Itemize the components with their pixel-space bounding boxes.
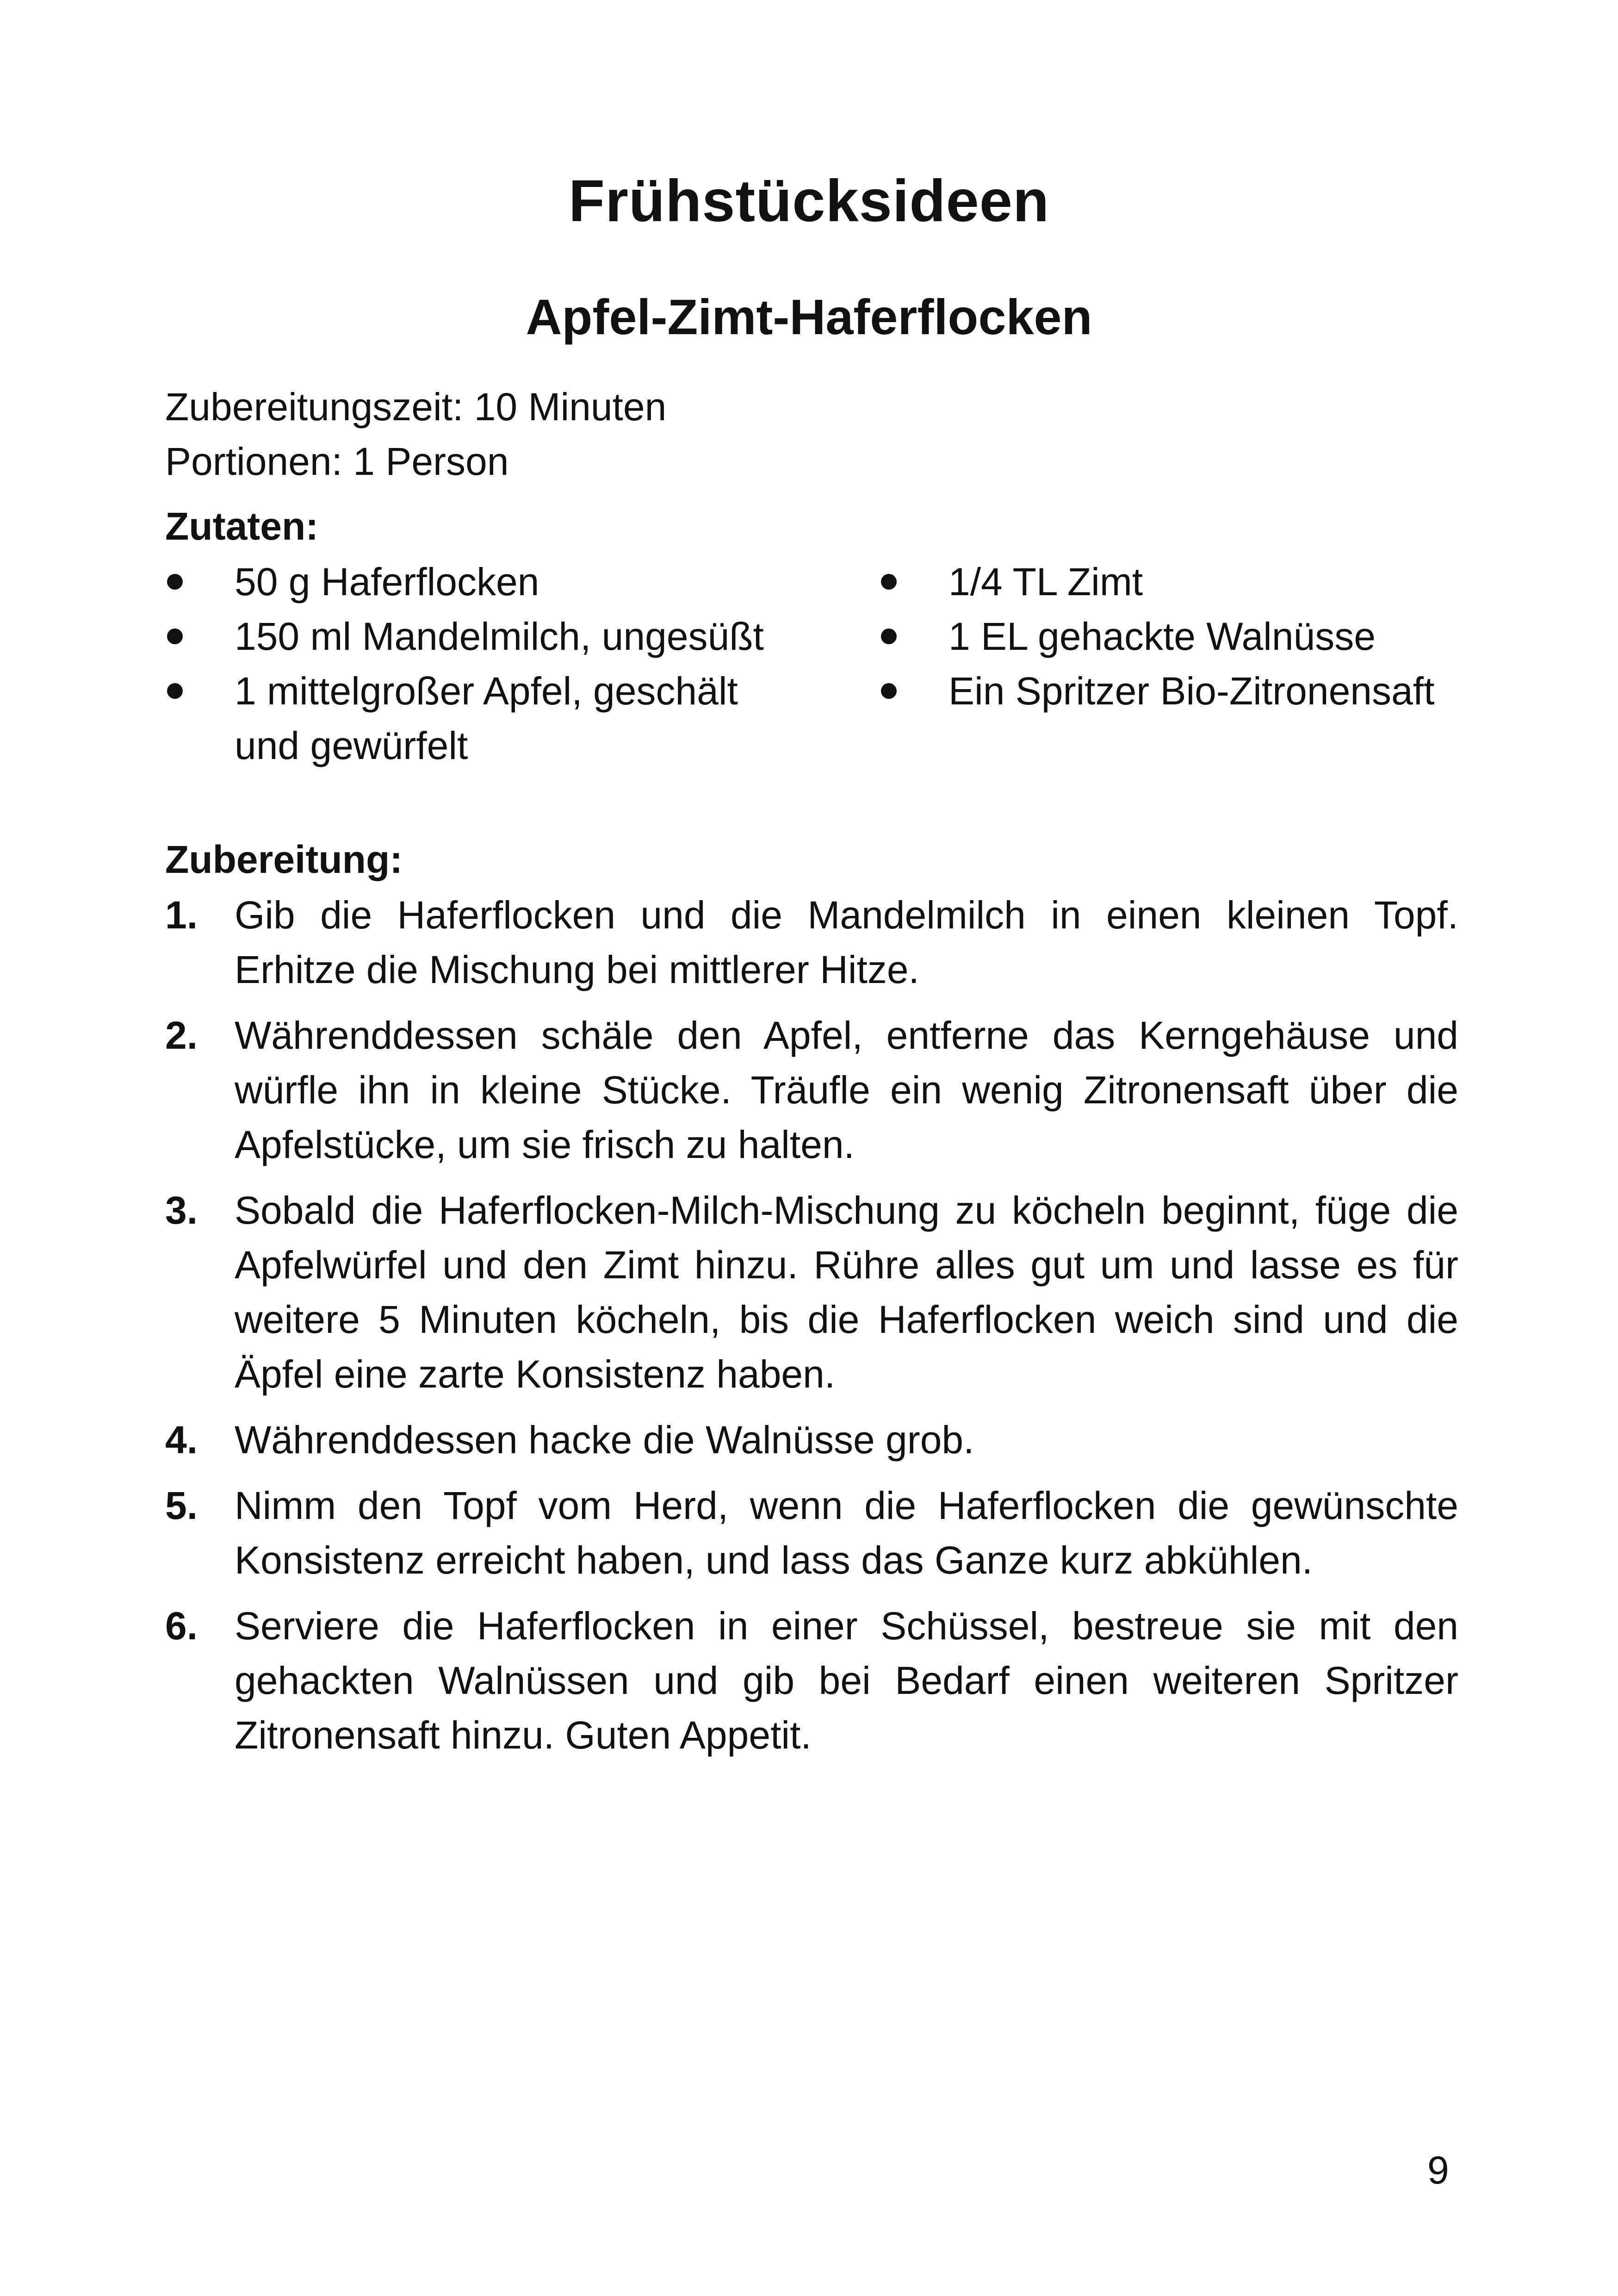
step-text: Nimm den Topf vom Herd, wenn die Haferflocken die gewünschte Konsistenz erreicht haben, und lass das Ganze kurz abkühlen. xyxy=(235,1484,1458,1582)
bullet-icon xyxy=(881,683,897,699)
servings: Portionen: 1 Person xyxy=(165,440,509,483)
page-number: 9 xyxy=(1427,2148,1449,2192)
step-item xyxy=(165,1183,1458,1401)
step-number: 3. xyxy=(165,1188,198,1232)
step-number: 4. xyxy=(165,1418,198,1462)
step-number: 2. xyxy=(165,1014,198,1057)
step-text: Serviere die Haferflocken in einer Schüssel, bestreue sie mit den gehackten Walnüssen und gib bei Bedarf einen weiteren Spritzer Zitronensaft hinzu. Guten Appetit. xyxy=(235,1604,1458,1757)
ingredient-text: 1 EL gehackte Walnüsse xyxy=(948,615,1376,658)
ingredient-text: 1/4 TL Zimt xyxy=(948,560,1143,604)
ingredients-heading: Zutaten: xyxy=(165,504,319,548)
step-number: 6. xyxy=(165,1604,198,1648)
recipe-title: Apfel-Zimt-Haferflocken xyxy=(526,289,1092,345)
step-text: Gib die Haferflocken und die Mandelmilch in einen kleinen Topf. Erhitze die Mischung bei mittlerer Hitze. xyxy=(235,893,1458,991)
bullet-icon xyxy=(167,683,183,699)
bullet-icon xyxy=(881,574,897,590)
ingredient-text: 1 mittelgroßer Apfel, geschält und gewürfelt xyxy=(235,669,738,767)
bullet-icon xyxy=(167,628,183,644)
ingredient-item xyxy=(879,609,1508,664)
bullet-icon xyxy=(167,574,183,590)
preparation-heading: Zubereitung: xyxy=(165,838,403,881)
ingredient-item xyxy=(879,554,1508,609)
step-number: 1. xyxy=(165,893,198,937)
step-text: Währenddessen schäle den Apfel, entferne das Kerngehäuse und würfle ihn in kleine Stücke. Träufle ein wenig Zitronensaft über die Apfelstücke, um sie frisch zu halten. xyxy=(235,1014,1458,1166)
ingredients-list-right xyxy=(879,554,1508,718)
recipe-meta xyxy=(165,380,666,489)
ingredient-text: 50 g Haferflocken xyxy=(235,560,539,604)
ingredient-item xyxy=(165,609,776,664)
bullet-icon xyxy=(881,628,897,644)
step-item xyxy=(165,1412,1458,1467)
step-text: Währenddessen hacke die Walnüsse grob. xyxy=(235,1418,974,1462)
ingredient-item xyxy=(165,554,776,609)
step-item xyxy=(165,1599,1458,1762)
step-item xyxy=(165,888,1458,997)
ingredients-list-left xyxy=(165,554,776,773)
ingredient-item xyxy=(879,664,1508,718)
step-number: 5. xyxy=(165,1484,198,1527)
step-text: Sobald die Haferflocken-Milch-Mischung zu köcheln beginnt, füge die Apfelwürfel und den Zimt hinzu. Rühre alles gut um und lasse es für weitere 5 Minuten köcheln, bis die Haferflocken weich sind und die Äpfel eine zarte Konsistenz haben. xyxy=(235,1188,1458,1396)
ingredient-item xyxy=(165,664,776,773)
chapter-title: Frühstücksideen xyxy=(568,168,1050,234)
ingredient-text: 150 ml Mandelmilch, ungesüßt xyxy=(235,615,764,658)
step-item xyxy=(165,1478,1458,1587)
ingredient-text: Ein Spritzer Bio-Zitronensaft xyxy=(948,669,1435,713)
prep-time: Zubereitungszeit: 10 Minuten xyxy=(165,385,667,429)
step-item xyxy=(165,1008,1458,1172)
preparation-steps xyxy=(165,888,1458,1773)
